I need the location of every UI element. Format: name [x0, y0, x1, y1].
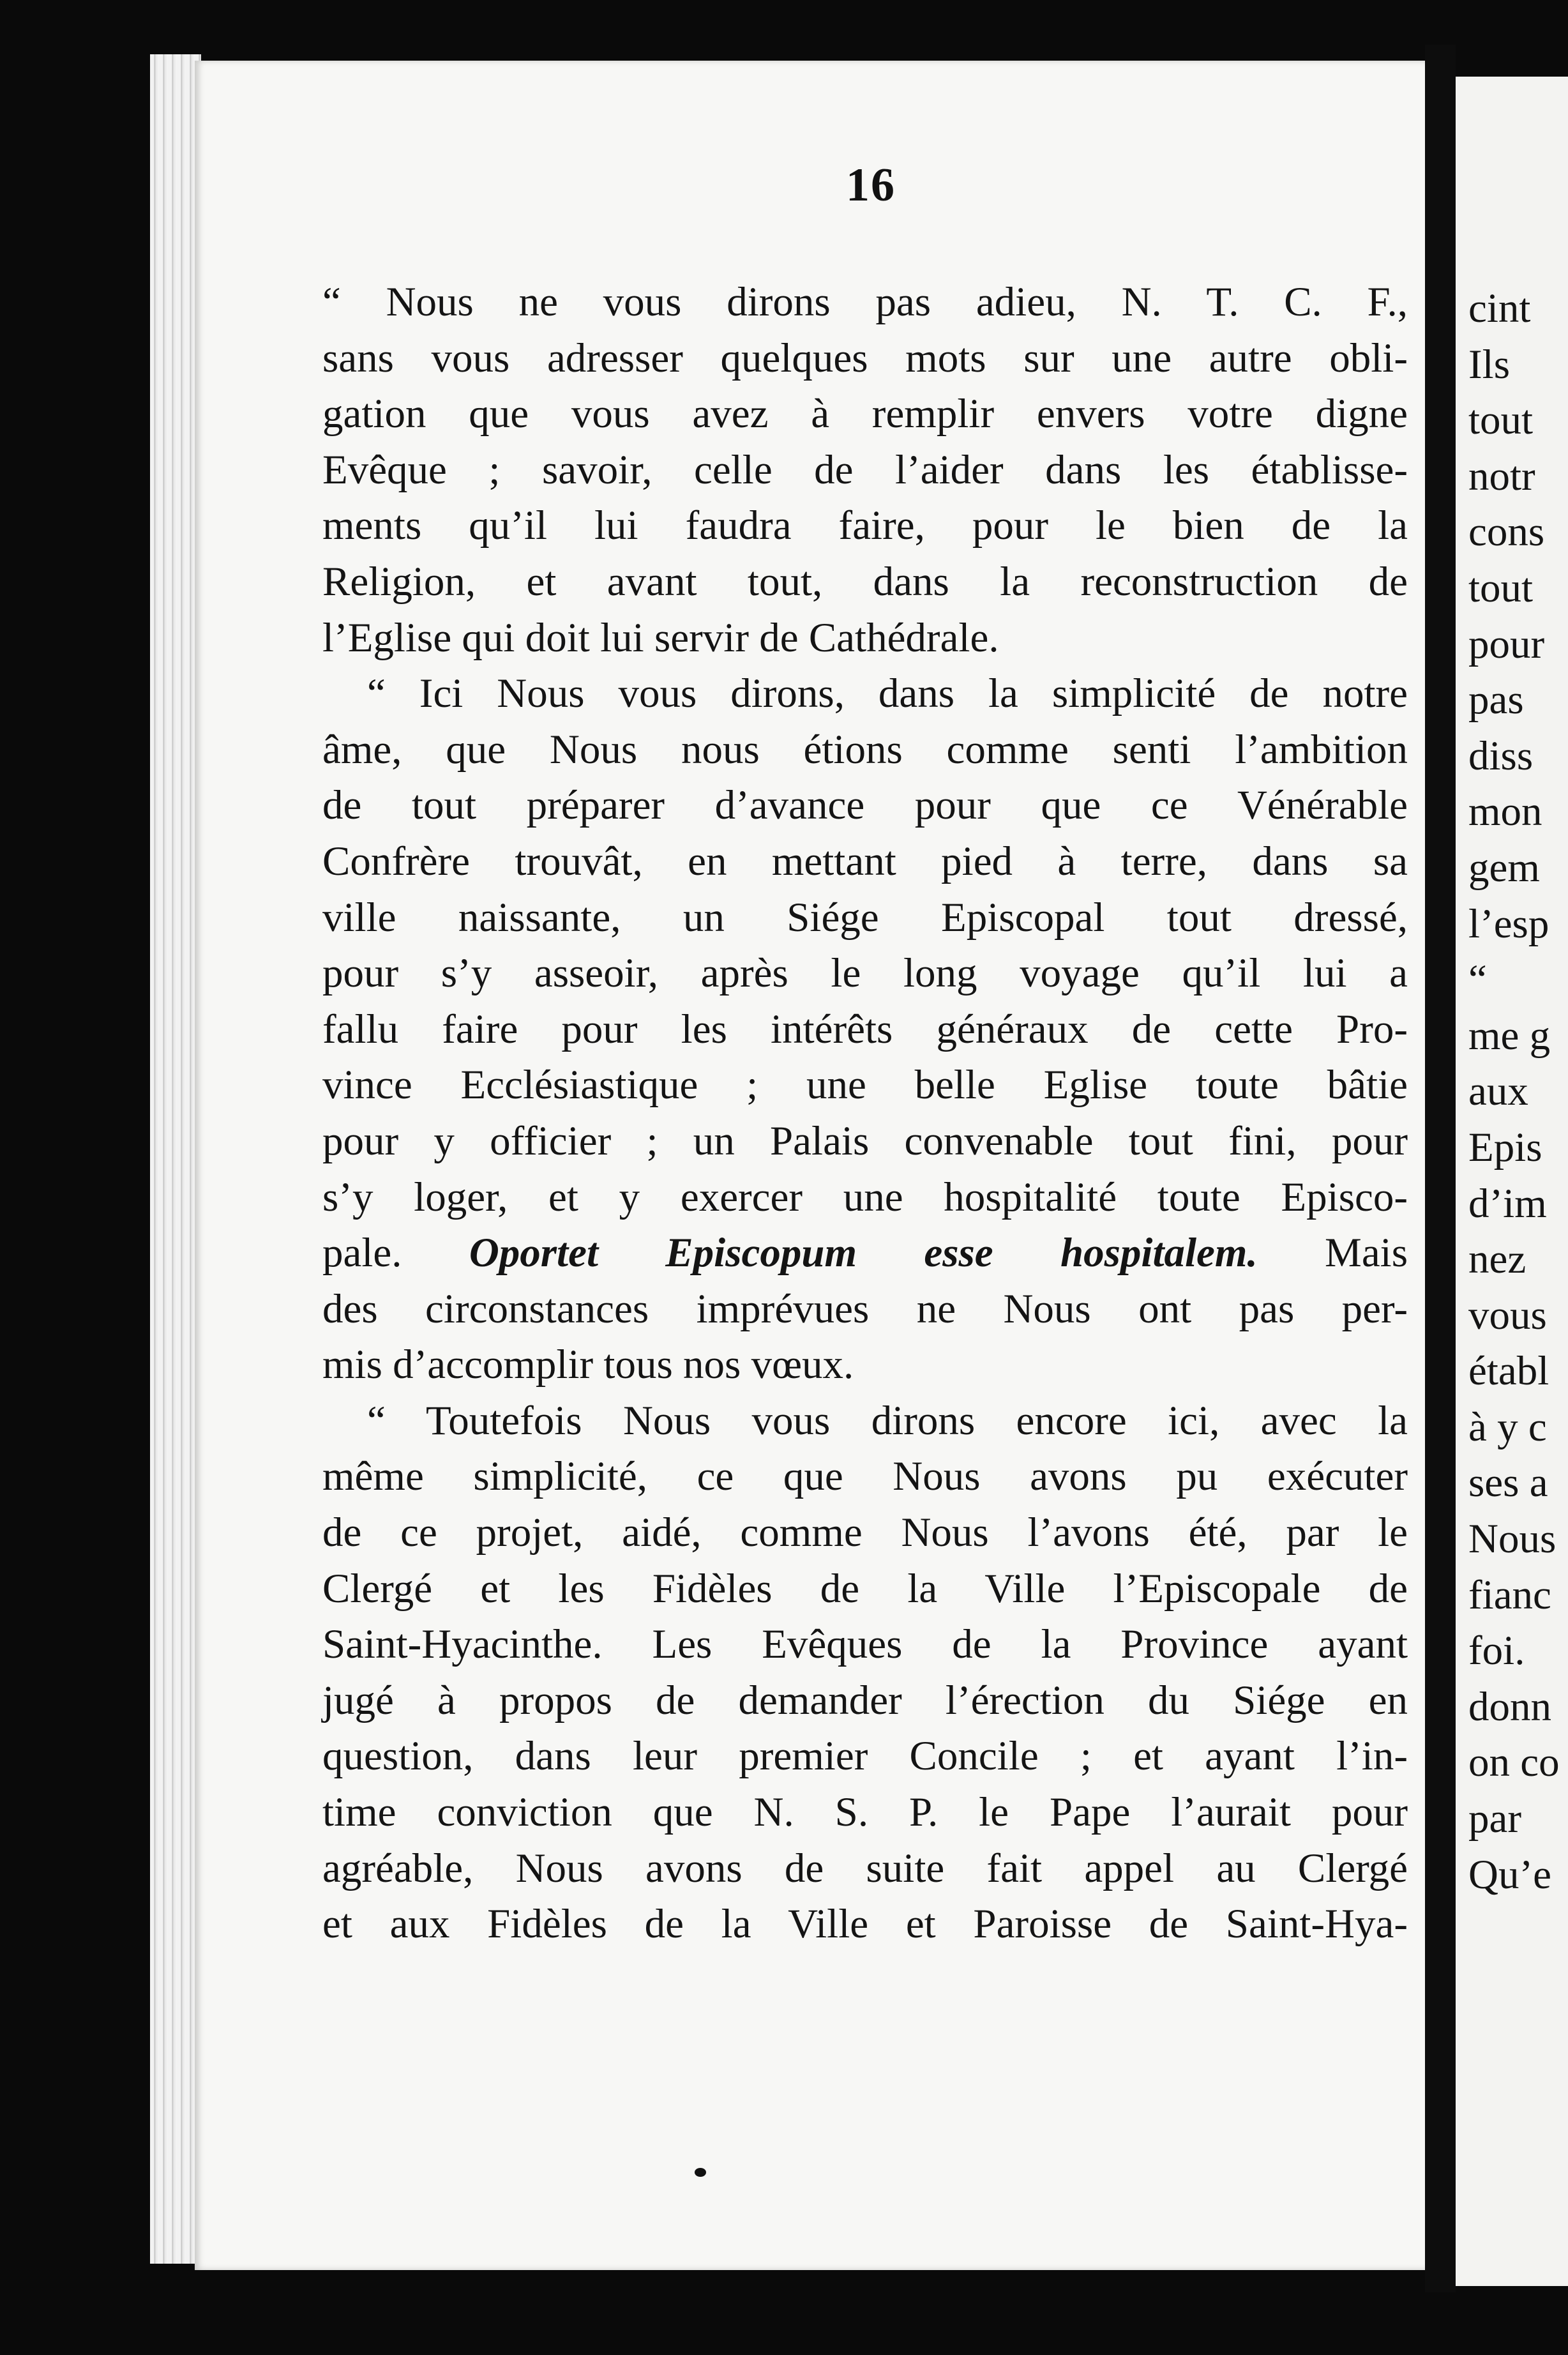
text-fragment: Qu’e — [1468, 1851, 1551, 1898]
text-line: de ce projet, aidé, comme Nous l’avons été, par le — [322, 1510, 1408, 1556]
text-fragment: mon — [1468, 789, 1542, 835]
text-fragment: aux — [1468, 1068, 1528, 1115]
text-line: question, dans leur premier Concile ; et ayant l’in- — [322, 1733, 1408, 1780]
text-fragment: on co — [1468, 1739, 1560, 1786]
text-fragment: vous — [1468, 1292, 1547, 1338]
text-line: et aux Fidèles de la Ville et Paroisse de Saint-Hya- — [322, 1901, 1408, 1948]
text-fragment: foi. — [1468, 1628, 1525, 1674]
text-fragment: Epis — [1468, 1124, 1542, 1170]
text-fragment: tout — [1468, 564, 1534, 611]
ink-dot — [695, 2168, 706, 2177]
text-line: gation que vous avez à remplir envers votre digne — [322, 391, 1408, 437]
latin-quote: Oportet Episcopum esse hospitalem. — [469, 1230, 1258, 1276]
text-fragment: diss — [1468, 732, 1534, 779]
text-line: âme, que Nous nous étions comme senti l’ambition — [322, 726, 1408, 773]
text-segment: Mais — [1325, 1230, 1408, 1276]
text-fragment: pour — [1468, 621, 1545, 667]
text-fragment: cint — [1468, 285, 1531, 331]
book-gutter — [1425, 45, 1456, 2292]
text-line: “ Toutefois Nous vous dirons encore ici, avec la — [367, 1397, 1408, 1444]
text-fragment: cons — [1468, 509, 1545, 556]
text-line: Clergé et les Fidèles de la Ville l’Episcopale de — [322, 1565, 1408, 1612]
text-line: même simplicité, ce que Nous avons pu exécuter — [322, 1453, 1408, 1500]
facing-page-text — [1468, 281, 1560, 1903]
text-line: de tout préparer d’avance pour que ce Vénérable — [322, 782, 1408, 829]
text-line: time conviction que N. S. P. le Pape l’aurait pour — [322, 1789, 1408, 1836]
text-line: ments qu’il lui faudra faire, pour le bien de la — [322, 503, 1408, 549]
text-fragment: à y c — [1468, 1404, 1547, 1450]
text-line: pour y officier ; un Palais convenable tout fini, pour — [322, 1117, 1408, 1164]
text-line: Religion, et avant tout, dans la reconstruction de — [322, 558, 1408, 605]
text-line: pour s’y asseoir, après le long voyage qu’il lui a — [322, 950, 1408, 997]
text-segment: pale. — [322, 1230, 402, 1276]
text-line: sans vous adresser quelques mots sur une autre obli- — [322, 335, 1408, 381]
text-line: jugé à propos de demander l’érection du Siége en — [322, 1677, 1408, 1723]
text-fragment: ses a — [1468, 1460, 1548, 1506]
text-line: vince Ecclésiastique ; une belle Eglise toute bâtie — [322, 1062, 1408, 1109]
text-fragment: fianc — [1468, 1571, 1551, 1618]
text-line: “ Nous ne vous dirons pas adieu, N. T. C. F., — [322, 279, 1408, 325]
text-line: agréable, Nous avons de suite fait appel au Clergé — [322, 1845, 1408, 1891]
text-fragment: par — [1468, 1796, 1521, 1842]
text-fragment: établ — [1468, 1348, 1549, 1395]
text-line: Evêque ; savoir, celle de l’aider dans les établisse- — [322, 446, 1408, 493]
text-fragment: tout — [1468, 397, 1534, 444]
text-line: l’Eglise qui doit lui servir de Cathédrale. — [322, 614, 999, 661]
text-fragment: gem — [1468, 844, 1540, 891]
body-text — [322, 275, 1408, 1953]
text-line: s’y loger, et y exercer une hospitalité toute Episco- — [322, 1174, 1408, 1220]
text-fragment: notr — [1468, 453, 1535, 499]
stacked-page-edges — [150, 54, 201, 2264]
text-fragment: donn — [1468, 1683, 1551, 1730]
text-fragment: me g — [1468, 1012, 1551, 1059]
text-line: Confrère trouvât, en mettant pied à terre, dans sa — [322, 838, 1408, 884]
text-line: des circonstances imprévues ne Nous ont pas per- — [322, 1285, 1408, 1332]
text-line: fallu faire pour les intérêts généraux de cette Pro- — [322, 1006, 1408, 1052]
text-line: “ Ici Nous vous dirons, dans la simplicité de notre — [367, 670, 1408, 717]
text-line — [322, 1225, 1408, 1282]
text-fragment: nez — [1468, 1236, 1527, 1283]
text-line: mis d’accomplir tous nos vœux. — [322, 1342, 854, 1388]
page-number: 16 — [846, 159, 896, 211]
text-fragment: Ils — [1468, 341, 1510, 388]
text-line: ville naissante, un Siége Episcopal tout dressé, — [322, 894, 1408, 941]
text-fragment: Nous — [1468, 1516, 1557, 1563]
text-fragment: l’esp — [1468, 900, 1549, 947]
text-line: Saint-Hyacinthe. Les Evêques de la Province ayant — [322, 1621, 1408, 1668]
text-fragment: pas — [1468, 677, 1524, 723]
text-fragment: d’im — [1468, 1180, 1547, 1227]
text-fragment: “ — [1468, 957, 1487, 1003]
